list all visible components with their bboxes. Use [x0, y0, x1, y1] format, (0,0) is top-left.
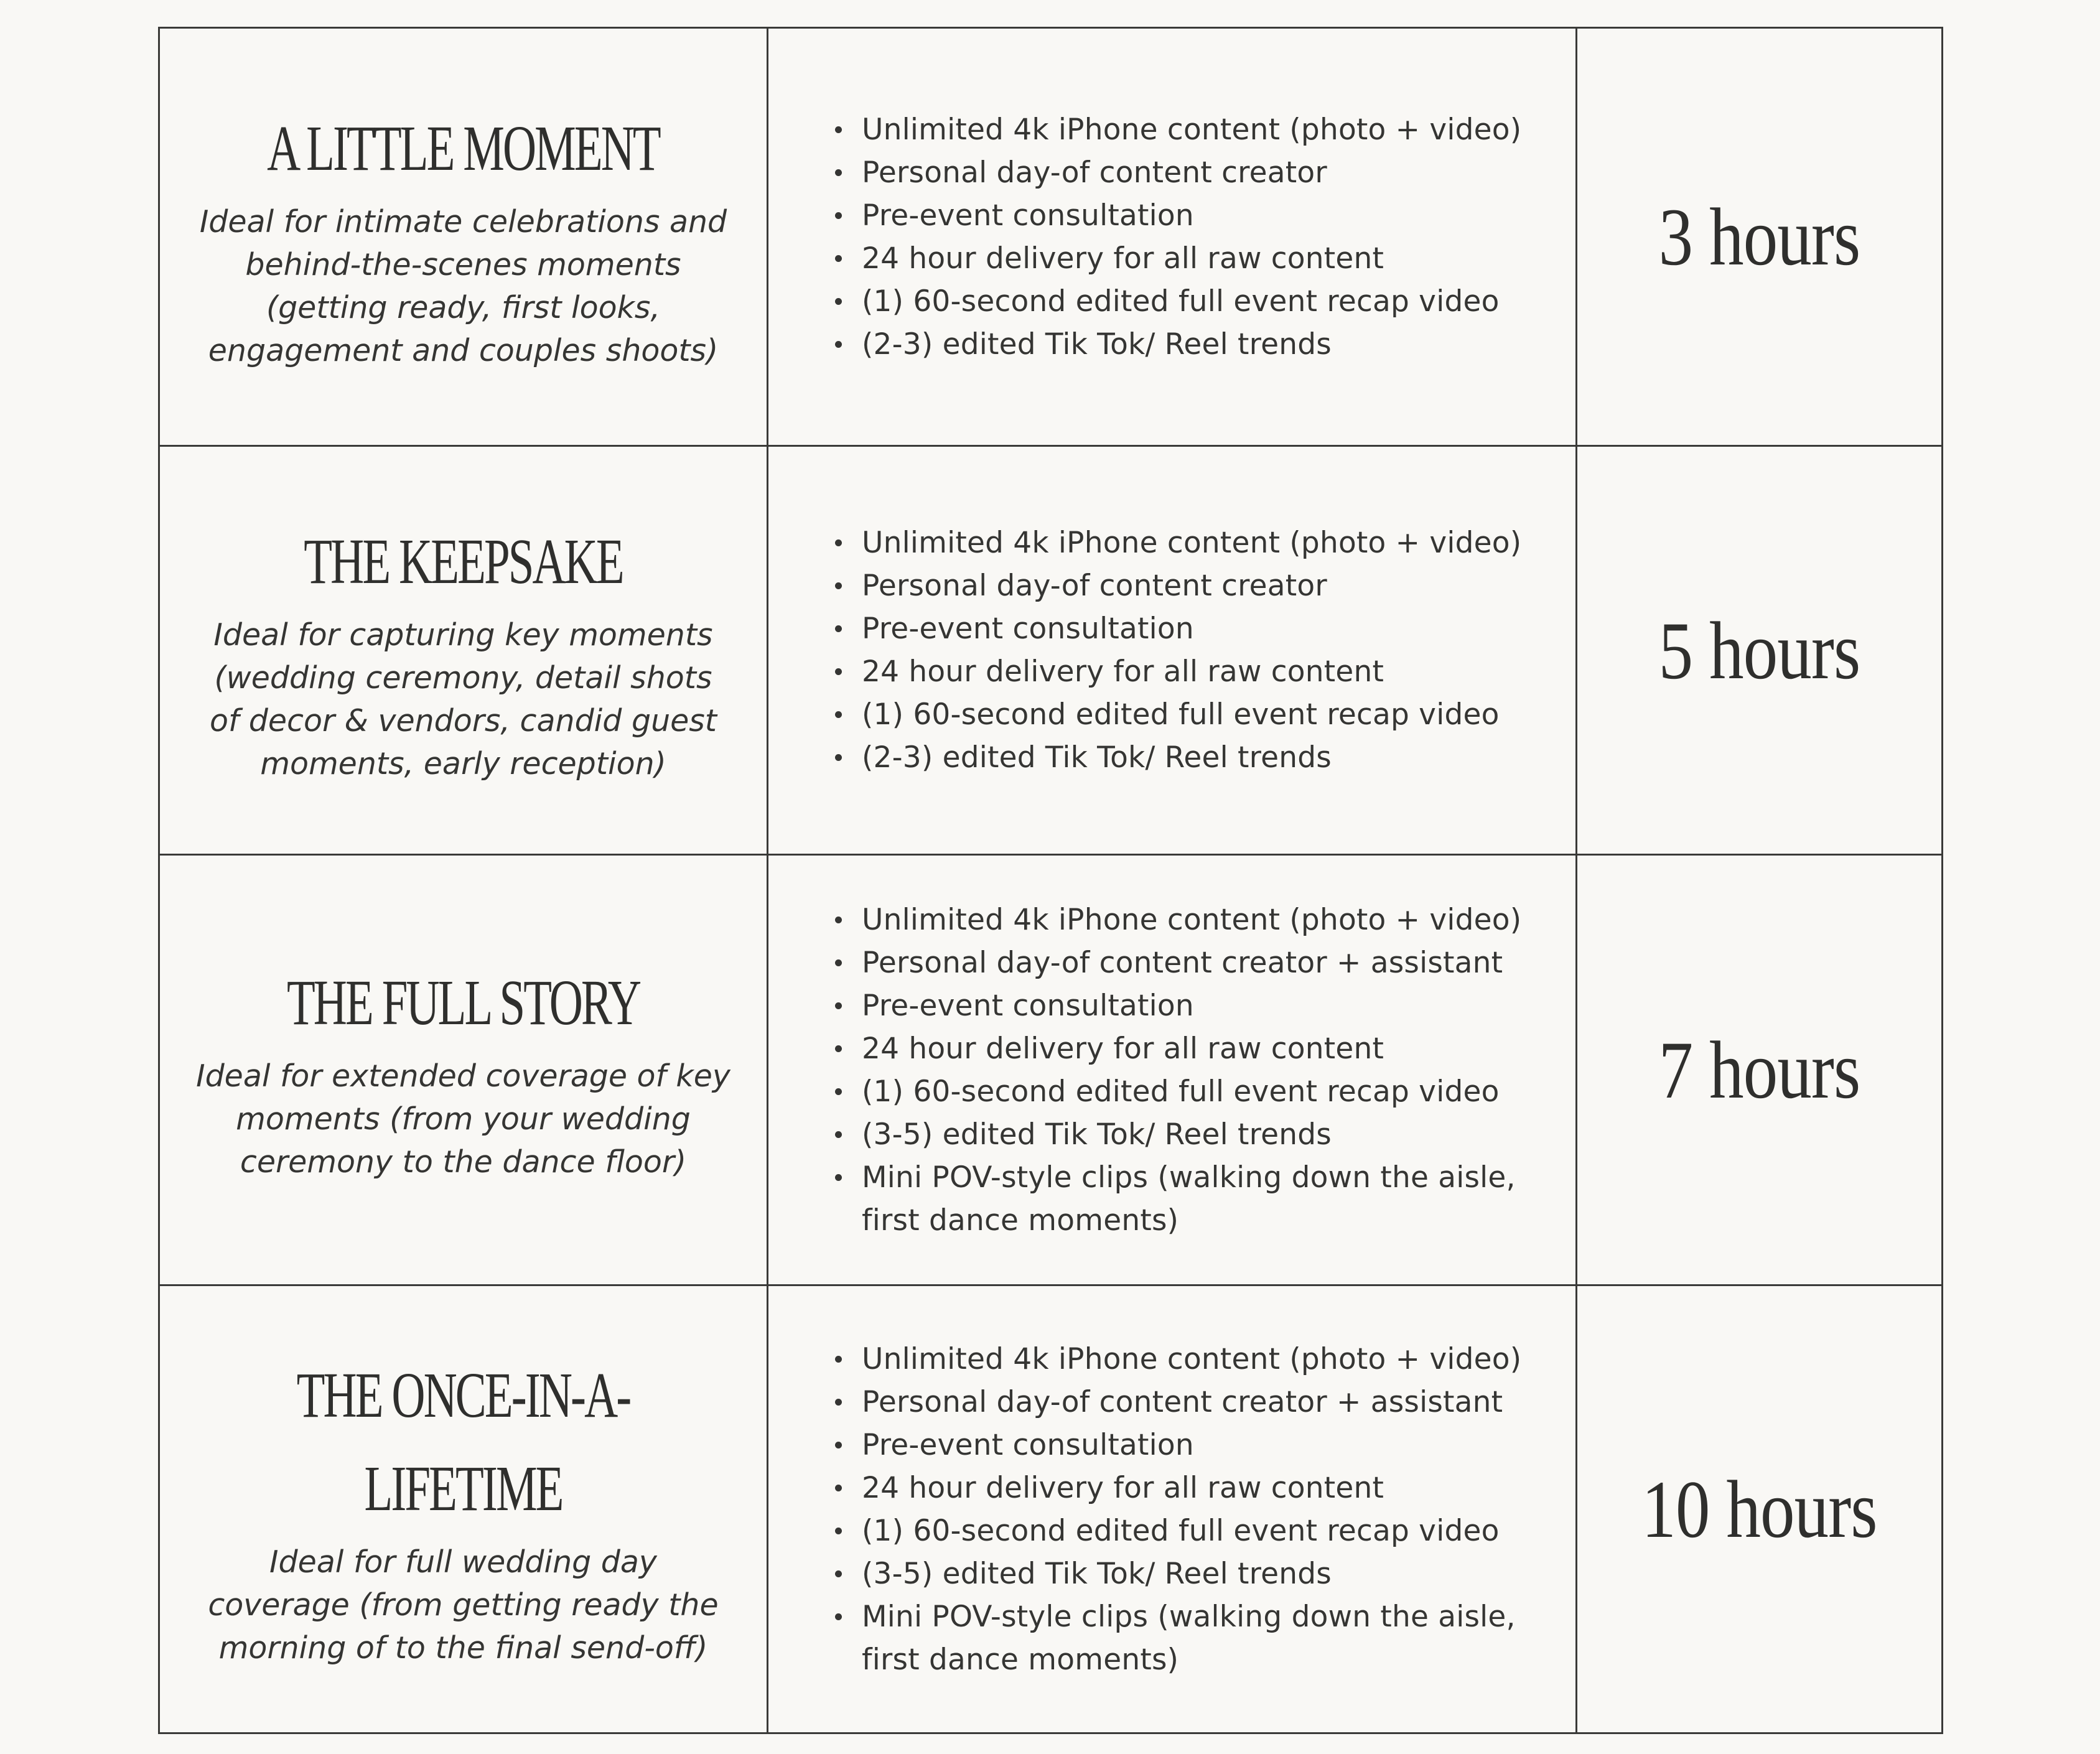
- package-name-cell: [159, 28, 768, 446]
- package-row-full-story: [159, 855, 1943, 1285]
- feature-item: Unlimited 4k iPhone content (photo + video): [834, 521, 1546, 564]
- feature-item: Unlimited 4k iPhone content (photo + video): [834, 1338, 1546, 1381]
- package-title: THE KEEPSAKE: [304, 526, 623, 597]
- feature-item: Personal day-of content creator: [834, 564, 1546, 607]
- feature-item: (1) 60-second edited full event recap video: [834, 1070, 1546, 1113]
- package-name-cell: [159, 446, 768, 855]
- package-name-cell: [159, 1285, 768, 1733]
- package-duration-cell: [1577, 28, 1943, 446]
- feature-item: 24 hour delivery for all raw content: [834, 237, 1546, 280]
- package-duration: 5 hours: [1658, 604, 1860, 696]
- package-description: Ideal for extended coverage of key moments (from your wedding ceremony to the dance floor): [196, 1058, 730, 1180]
- package-row-little-moment: [159, 28, 1943, 446]
- package-name-cell: [159, 855, 768, 1285]
- package-description: Ideal for capturing key moments (wedding ceremony, detail shots of decor & vendors, candid guest moments, early reception): [209, 617, 717, 781]
- package-row-keepsake: [159, 446, 1943, 855]
- package-duration-cell: [1577, 446, 1943, 855]
- package-features-cell: [768, 1285, 1577, 1733]
- package-row-once-in-a-lifetime: [159, 1285, 1943, 1733]
- feature-item: Mini POV-style clips (walking down the aisle, first dance moments): [834, 1595, 1546, 1681]
- feature-item: 24 hour delivery for all raw content: [834, 1027, 1546, 1070]
- feature-item: Pre-event consultation: [834, 984, 1546, 1027]
- feature-item: (3-5) edited Tik Tok/ Reel trends: [834, 1552, 1546, 1595]
- package-duration: 7 hours: [1658, 1024, 1860, 1116]
- feature-item: Personal day-of content creator + assistant: [834, 941, 1546, 984]
- feature-item: (1) 60-second edited full event recap video: [834, 1509, 1546, 1552]
- feature-item: Unlimited 4k iPhone content (photo + video): [834, 108, 1546, 151]
- feature-item: Pre-event consultation: [834, 607, 1546, 650]
- feature-item: (1) 60-second edited full event recap video: [834, 693, 1546, 736]
- feature-item: Mini POV-style clips (walking down the aisle, first dance moments): [834, 1156, 1546, 1242]
- feature-item: 24 hour delivery for all raw content: [834, 1467, 1546, 1509]
- package-description: Ideal for intimate celebrations and behind-the-scenes moments (getting ready, first looks, engagement and couples shoots): [199, 203, 727, 368]
- feature-item: 24 hour delivery for all raw content: [834, 650, 1546, 693]
- package-title: THE FULL STORY: [286, 967, 640, 1038]
- features-list: [834, 521, 1641, 779]
- feature-item: Personal day-of content creator: [834, 151, 1546, 194]
- packages-table: [158, 27, 1943, 1734]
- feature-item: (1) 60-second edited full event recap video: [834, 280, 1546, 323]
- package-features-cell: [768, 446, 1577, 855]
- features-list: [834, 108, 1641, 366]
- features-list: [834, 898, 1641, 1242]
- package-title-line: LIFETIME: [364, 1453, 562, 1524]
- package-features-cell: [768, 855, 1577, 1285]
- package-duration: 10 hours: [1641, 1463, 1877, 1555]
- package-description: Ideal for full wedding day coverage (from getting ready the morning of to the final send-off): [208, 1544, 719, 1666]
- feature-item: Personal day-of content creator + assistant: [834, 1381, 1546, 1424]
- package-features-cell: [768, 28, 1577, 446]
- feature-item: (2-3) edited Tik Tok/ Reel trends: [834, 736, 1546, 779]
- feature-item: (3-5) edited Tik Tok/ Reel trends: [834, 1113, 1546, 1156]
- feature-item: Pre-event consultation: [834, 194, 1546, 237]
- package-duration: 3 hours: [1658, 191, 1860, 282]
- features-list: [834, 1338, 1641, 1681]
- feature-item: Unlimited 4k iPhone content (photo + video): [834, 898, 1546, 941]
- feature-item: (2-3) edited Tik Tok/ Reel trends: [834, 323, 1546, 366]
- package-title: [245, 1349, 682, 1536]
- feature-item: Pre-event consultation: [834, 1424, 1546, 1467]
- package-title: A LITTLE MOMENT: [267, 112, 660, 184]
- package-title-line: THE ONCE-IN-A-: [296, 1360, 630, 1431]
